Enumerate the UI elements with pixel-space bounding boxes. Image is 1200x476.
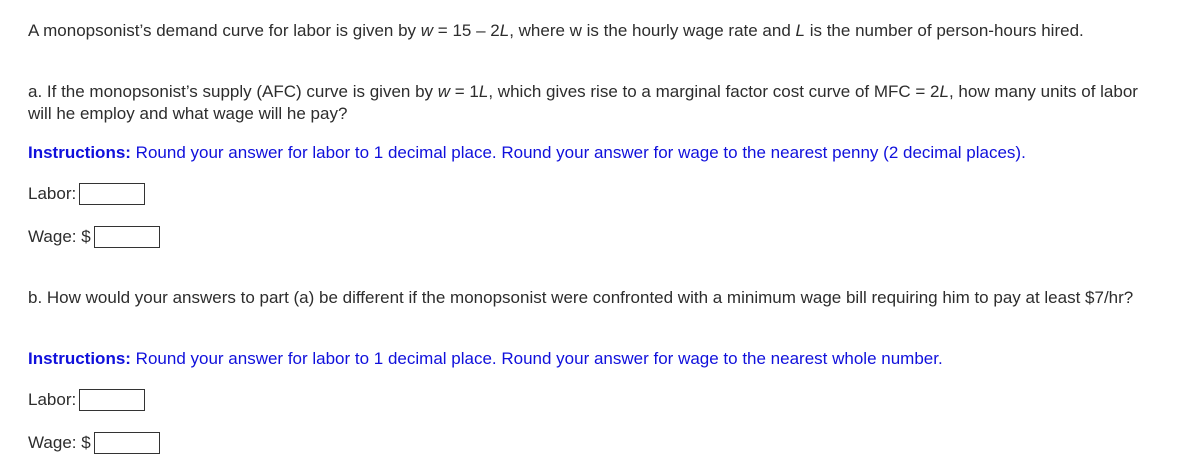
intro-text-3: , where w is the hourly wage rate and xyxy=(509,21,796,40)
var-w: w xyxy=(437,82,451,101)
instructions-text: Round your answer for labor to 1 decimal place. Round your answer for wage to the nearest penny (2 decimal places). xyxy=(130,143,1026,162)
part-b-wage-input[interactable] xyxy=(94,432,160,454)
part-b-labor-input[interactable] xyxy=(79,389,145,411)
var-L: L xyxy=(499,21,510,40)
intro-text-2: = 15 – 2 xyxy=(433,21,500,40)
intro-text-1: A monopsonist’s demand curve for labor is given by xyxy=(28,21,421,40)
part-a-text-2: = 1 xyxy=(450,82,479,101)
instructions-label: Instructions: xyxy=(28,349,131,368)
wage-label: Wage: $ xyxy=(28,227,91,246)
part-a-wage-input[interactable] xyxy=(94,226,160,248)
part-b-question: b. How would your answers to part (a) be different if the monopsonist were confronted with a minimum wage bill requiring him to pay at least $7/hr? xyxy=(28,288,1134,307)
part-a-text-1: a. If the monopsonist’s supply (AFC) curve is given by xyxy=(28,82,438,101)
part-a-text-4: , how many units of labor will he employ and what wage will he pay? xyxy=(28,82,1138,123)
part-a-instructions xyxy=(28,142,1026,164)
part-a-labor-row xyxy=(28,182,145,206)
part-a-text-3: , which gives rise to a marginal factor cost curve of MFC = 2 xyxy=(488,82,940,101)
var-w: w xyxy=(420,21,434,40)
var-L: L xyxy=(939,82,949,101)
labor-label: Labor: xyxy=(28,390,77,409)
part-b-wage-row xyxy=(28,431,160,455)
var-L: L xyxy=(478,82,489,101)
part-b-instructions xyxy=(28,348,943,370)
instructions-label: Instructions: xyxy=(28,143,131,162)
wage-label: Wage: $ xyxy=(28,433,91,452)
intro-text-4: is the number of person-hours hired. xyxy=(804,21,1084,40)
instructions-text: Round your answer for labor to 1 decimal place. Round your answer for wage to the nearest whole number. xyxy=(130,349,943,368)
part-b-labor-row xyxy=(28,388,145,412)
part-a-labor-input[interactable] xyxy=(79,183,145,205)
problem-intro xyxy=(28,20,1148,42)
part-a-wage-row xyxy=(28,225,160,249)
var-L: L xyxy=(795,21,805,40)
labor-label: Labor: xyxy=(28,184,77,203)
part-a-question xyxy=(28,81,1148,125)
